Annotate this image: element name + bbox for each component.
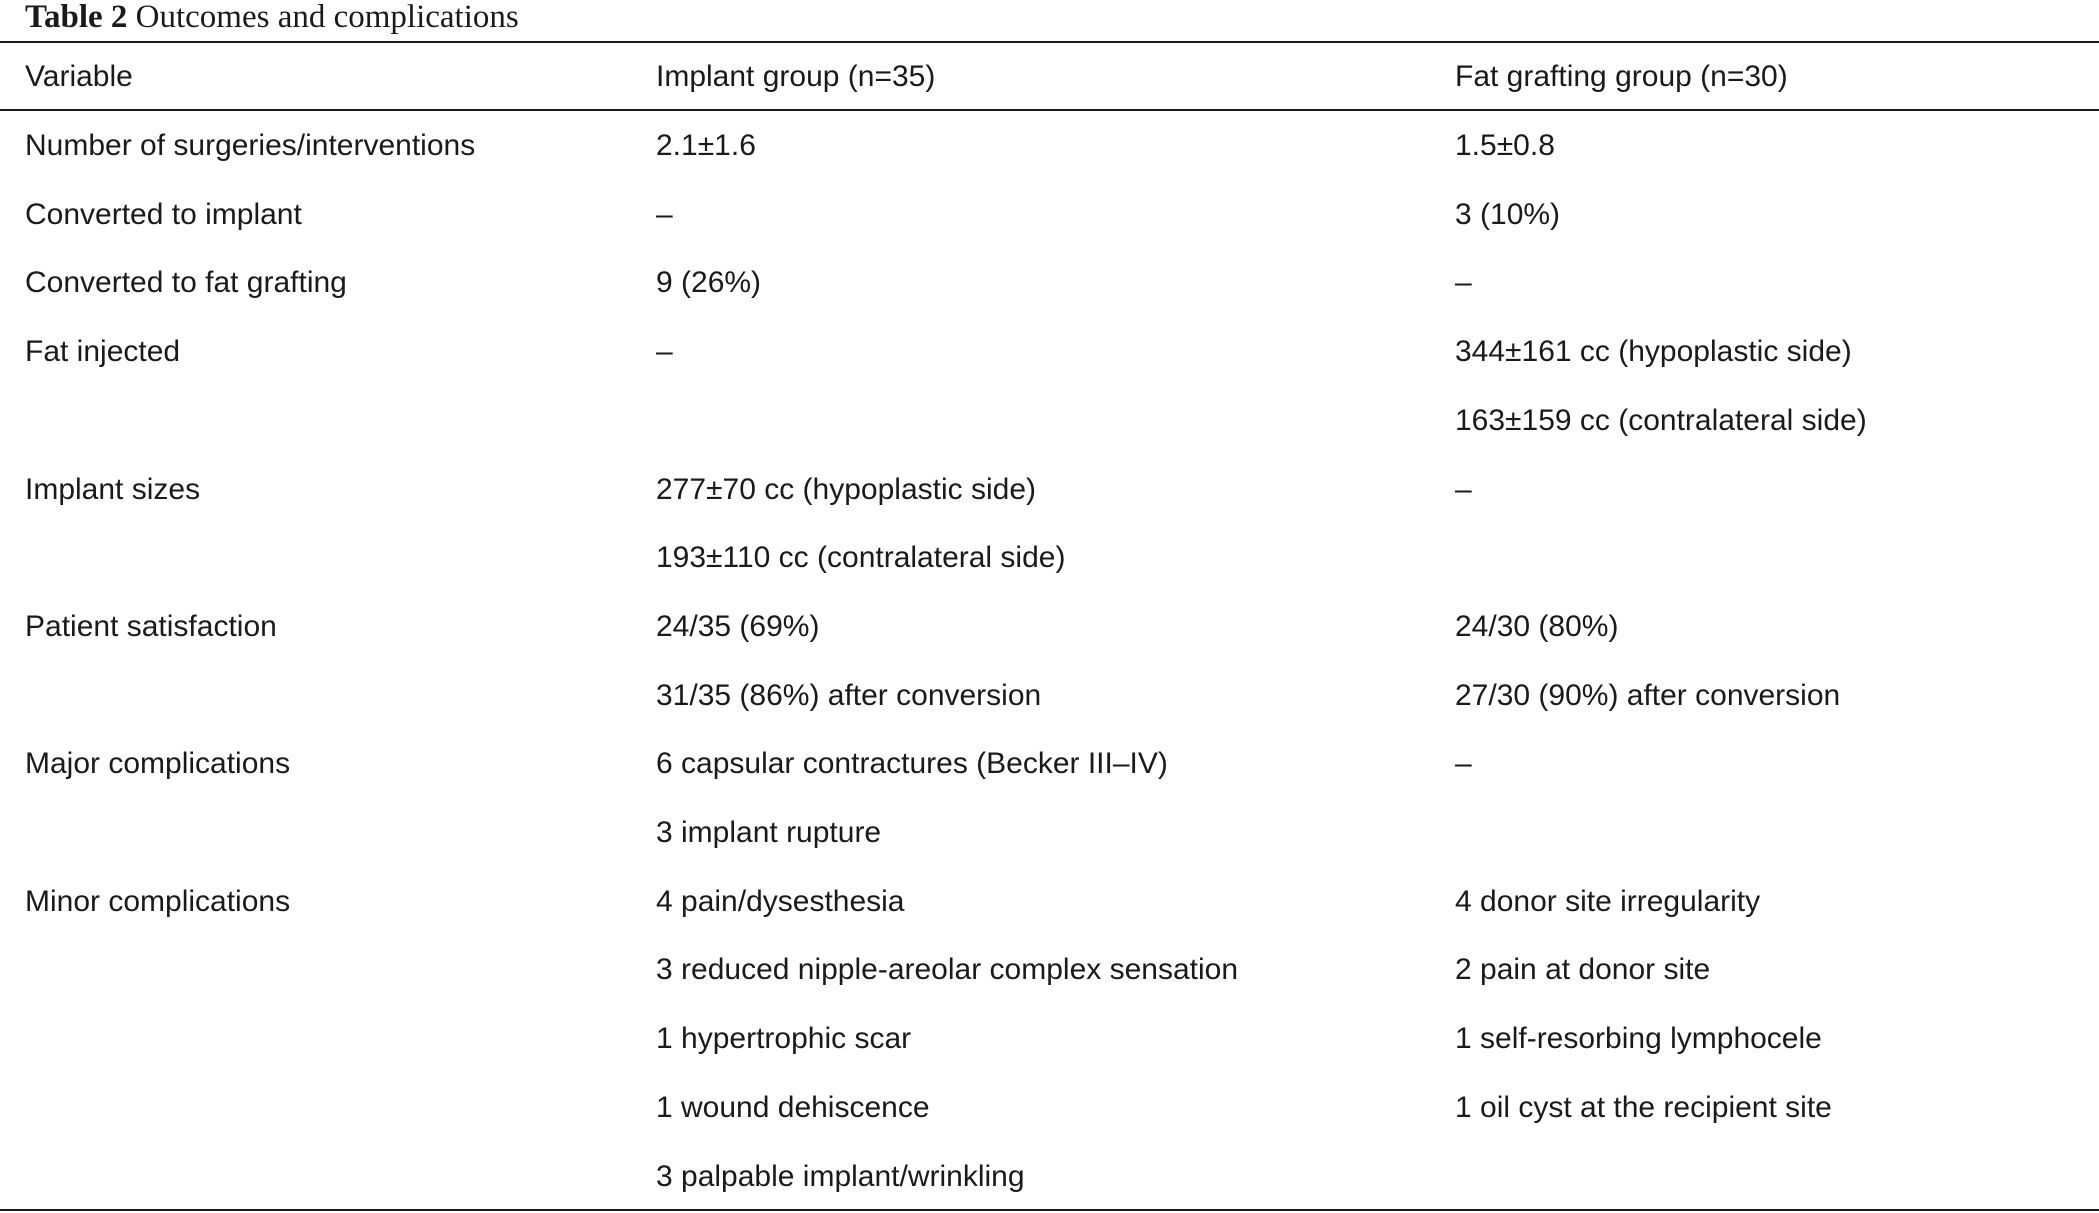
implant-group-cell: 1 wound dehiscence bbox=[656, 1091, 930, 1124]
fat-grafting-group-cell: 2 pain at donor site bbox=[1455, 953, 1711, 986]
table-caption-label: Table 2 bbox=[25, 0, 128, 35]
implant-group-cell: – bbox=[656, 335, 673, 368]
fat-grafting-group-cell: 1.5±0.8 bbox=[1455, 129, 1555, 162]
header-implant-group: Implant group (n=35) bbox=[656, 60, 936, 93]
fat-grafting-group-cell: 1 self-resorbing lymphocele bbox=[1455, 1022, 1822, 1055]
fat-grafting-group-cell: 27/30 (90%) after conversion bbox=[1455, 679, 1841, 712]
implant-group-cell: 3 palpable implant/wrinkling bbox=[656, 1160, 1025, 1193]
fat-grafting-group-cell: 24/30 (80%) bbox=[1455, 610, 1619, 643]
variable-cell: Patient satisfaction bbox=[25, 610, 277, 643]
fat-grafting-group-cell: 3 (10%) bbox=[1455, 198, 1561, 231]
variable-cell: Minor complications bbox=[25, 885, 291, 918]
implant-group-cell: 4 pain/dysesthesia bbox=[656, 885, 905, 918]
variable-cell: Implant sizes bbox=[25, 473, 201, 506]
fat-grafting-group-cell: 344±161 cc (hypoplastic side) bbox=[1455, 335, 1852, 368]
fat-grafting-group-cell: – bbox=[1455, 473, 1472, 506]
variable-cell: Converted to implant bbox=[25, 198, 302, 231]
implant-group-cell: 3 implant rupture bbox=[656, 816, 882, 849]
fat-grafting-group-cell: – bbox=[1455, 266, 1472, 299]
implant-group-cell: 3 reduced nipple-areolar complex sensation bbox=[656, 953, 1239, 986]
variable-cell: Fat injected bbox=[25, 335, 181, 368]
fat-grafting-group-cell: – bbox=[1455, 747, 1472, 780]
header-fat-grafting-group: Fat grafting group (n=30) bbox=[1455, 60, 1788, 93]
implant-group-cell: 24/35 (69%) bbox=[656, 610, 820, 643]
implant-group-cell: 31/35 (86%) after conversion bbox=[656, 679, 1042, 712]
implant-group-cell: 277±70 cc (hypoplastic side) bbox=[656, 473, 1036, 506]
implant-group-cell: 6 capsular contractures (Becker III–IV) bbox=[656, 747, 1168, 780]
implant-group-cell: 1 hypertrophic scar bbox=[656, 1022, 912, 1055]
variable-cell: Converted to fat grafting bbox=[25, 266, 347, 299]
fat-grafting-group-cell: 4 donor site irregularity bbox=[1455, 885, 1761, 918]
implant-group-cell: 193±110 cc (contralateral side) bbox=[656, 541, 1066, 574]
implant-group-cell: 9 (26%) bbox=[656, 266, 762, 299]
variable-cell: Major complications bbox=[25, 747, 291, 780]
fat-grafting-group-cell: 1 oil cyst at the recipient site bbox=[1455, 1091, 1832, 1124]
fat-grafting-group-cell: 163±159 cc (contralateral side) bbox=[1455, 404, 1867, 437]
header-variable: Variable bbox=[25, 60, 133, 93]
implant-group-cell: – bbox=[656, 198, 673, 231]
implant-group-cell: 2.1±1.6 bbox=[656, 129, 756, 162]
table-caption-title: Outcomes and complications bbox=[135, 0, 519, 35]
variable-cell: Number of surgeries/interventions bbox=[25, 129, 476, 162]
